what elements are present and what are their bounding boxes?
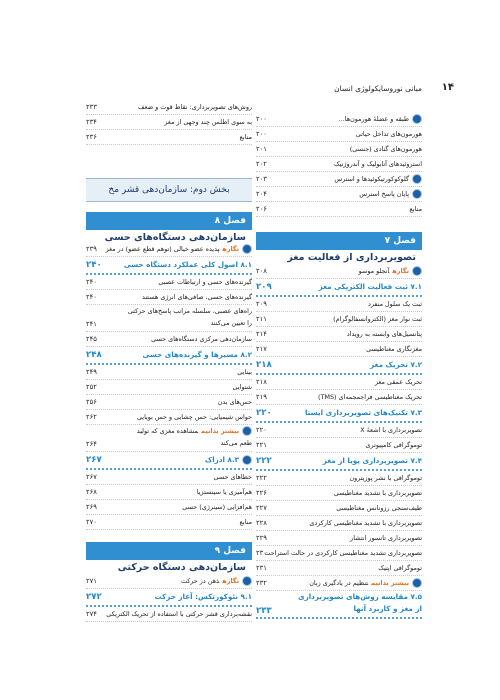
toc-entry[interactable]: [256, 172, 422, 187]
toc-section-entry[interactable]: [256, 591, 422, 619]
toc-entry-text-wrap: [240, 515, 252, 529]
section-badge-icon: [242, 576, 252, 586]
toc-entry-title: ۹.۱ نئوکورتکس: آغاز حرکت: [154, 592, 252, 601]
toc-entry-title: راه‌های عصبی، سلسله مراتب پاسخ‌های حرکتی را تعیین می‌کنند: [127, 307, 252, 327]
toc-entry[interactable]: [86, 365, 252, 380]
chapter-8-title: سازمان‌دهی دستگاه‌های حسی: [104, 232, 246, 243]
toc-section-entry[interactable]: [256, 453, 422, 471]
toc-entry-title: ثبت یک سلول منفرد: [368, 300, 422, 308]
toc-entry-text-wrap: [197, 485, 252, 499]
toc-page-number: ۲۳۶: [86, 133, 97, 141]
toc-entry-text-wrap: [233, 380, 252, 394]
toc-entry-title: ذهن در حرکت: [180, 577, 220, 585]
toc-page-number: ۲۷۴: [86, 610, 97, 618]
toc-entry[interactable]: [256, 501, 422, 516]
toc-page-number: ۲۱۹: [256, 393, 267, 401]
toc-entry-text-wrap: [366, 438, 422, 452]
toc-page-number: ۲۰۶: [256, 205, 267, 213]
toc-entry-text-wrap: [356, 127, 422, 141]
toc-entry[interactable]: [256, 486, 422, 501]
toc-entry-title: ۸.۳ ادراک: [204, 455, 239, 464]
toc-entry-title: به سوی اطلس چند وجهی از مغز: [164, 118, 252, 126]
chapter-9-title: سازمان‌دهی دستگاه حرکتی: [117, 562, 246, 573]
toc-entry-title: ۷.۵ مقایسه روش‌های تصویربرداری از مغز و کاربرد آنها: [297, 592, 422, 613]
toc-page-number: ۲۶۷: [86, 473, 97, 481]
toc-entry-title: آنجلو موسو: [358, 267, 390, 275]
toc-entry[interactable]: [86, 130, 252, 145]
section-badge-icon: [242, 244, 252, 254]
toc-entry[interactable]: [86, 115, 252, 130]
toc-entry-text-wrap: [368, 297, 422, 311]
toc-page-number: ۲۳۱: [256, 564, 267, 572]
toc-section-entry[interactable]: [86, 589, 252, 607]
toc-entry-title: ۷.۱ ثبت فعالیت الکتریکی مغز: [318, 282, 422, 291]
toc-section-entry[interactable]: [256, 405, 422, 423]
toc-entry-title: نقشه‌برداری قشر حرکتی با استفاده از تحریک الکتریکی: [106, 610, 252, 618]
toc-entry-title: هورمون‌های گنادی (جنسی): [349, 145, 422, 153]
toc-page-number: ۲۳۲: [256, 579, 267, 587]
toc-entry-text-wrap: [378, 561, 422, 575]
toc-page-number: ۲۰۲: [256, 160, 267, 168]
toc-entry-text-wrap: [319, 279, 422, 295]
toc-entry-title: ۸.۱ اصول کلی عملکرد دستگاه حسی: [123, 260, 252, 269]
toc-entry-title: توموگرافی کامپیوتری: [365, 441, 422, 449]
toc-page-number: ۲۶۹: [86, 503, 97, 511]
toc-entry-text-wrap: [334, 157, 422, 171]
toc-entry-title: بینایی: [237, 368, 252, 376]
entry-tag: بیشتر بدانیم: [201, 427, 239, 435]
toc-entry[interactable]: [256, 438, 422, 453]
toc-entry-title: توموگرافی اپتیک: [378, 564, 422, 572]
chapter-9-list: [86, 574, 252, 622]
toc-page-number: ۲۴۹: [86, 368, 97, 376]
toc-entry-text-wrap: [142, 347, 252, 363]
toc-entry-title: سازمان‌دهی مرکزی دستگاه‌های حسی: [151, 335, 252, 343]
toc-entry-text-wrap: [349, 471, 422, 485]
toc-page-number: ۲۰۳: [256, 175, 267, 183]
toc-entry[interactable]: [86, 410, 252, 425]
toc-entry-text-wrap: [124, 305, 252, 329]
toc-entry[interactable]: [256, 531, 422, 546]
toc-entry[interactable]: [256, 312, 422, 327]
toc-entry-text-wrap: [323, 453, 422, 469]
toc-entry[interactable]: [86, 515, 252, 530]
toc-page-number: ۲۲۹: [256, 534, 267, 542]
section-badge-icon: [242, 455, 252, 465]
toc-entry-title: ثبت نوار مغز (الکتروانسفالوگرام): [333, 315, 422, 323]
toc-page-number: ۲۲۲: [256, 474, 267, 482]
toc-page-number: ۲۰۸: [256, 267, 267, 275]
toc-entry-title: پتانسیل‌های وابسته به رویداد: [346, 330, 422, 338]
toc-entry[interactable]: [256, 423, 422, 438]
toc-entry[interactable]: [86, 380, 252, 395]
toc-entry-title: منابع: [239, 133, 252, 141]
toc-page-number: ۲۶۸: [86, 488, 97, 496]
section-badge-icon: [412, 189, 422, 199]
toc-entry-title: ۷.۳ تکنیک‌های تصویربرداری ایستا: [304, 408, 422, 417]
entry-tag: بیشتر بدانیم: [371, 579, 409, 587]
toc-entry-text-wrap: [359, 187, 422, 201]
toc-entry-title: مغزنگاری مغناطیسی: [366, 345, 422, 353]
chapter-7-label: فصل ۷: [256, 232, 422, 250]
toc-page-number: ۲۰۹: [256, 282, 272, 292]
toc-page-number: ۲۲۲: [256, 456, 272, 466]
toc-entry-text-wrap: [370, 357, 422, 373]
toc-entry[interactable]: [86, 500, 252, 515]
toc-page-number: ۲۰۴: [256, 190, 267, 198]
toc-entry-text-wrap: [350, 142, 422, 156]
toc-entry-text-wrap: [237, 365, 252, 379]
toc-page-number: ۲۷۰: [86, 518, 97, 526]
toc-page-number: ۲۵۲: [86, 383, 97, 391]
toc-entry-text-wrap: [105, 242, 252, 256]
toc-entry[interactable]: [86, 100, 252, 115]
chapter-7-header: [256, 232, 422, 263]
chapter-7-list: [256, 264, 422, 619]
toc-entry-text-wrap: [350, 531, 422, 545]
toc-entry-text-wrap: [347, 327, 422, 341]
toc-page-number: ۲۰۹: [256, 300, 267, 308]
toc-page-number: ۲۷۱: [86, 577, 97, 585]
toc-entry-title: استروئیدهای آنابولیک و آندروژنیک: [333, 160, 422, 168]
toc-entry-text-wrap: [339, 112, 422, 126]
toc-entry-title: هم‌افزایی (سینرژی) حسی: [182, 503, 252, 511]
toc-page-number: ۲۵۶: [86, 398, 97, 406]
toc-page-number: ۲۶۷: [86, 455, 102, 465]
toc-left-top: [86, 100, 252, 145]
toc-entry[interactable]: [256, 297, 422, 312]
toc-page-number: ۲۷۲: [86, 592, 102, 602]
toc-entry-title: ۷.۴ تصویربرداری پویا از مغز: [322, 456, 422, 465]
toc-entry-text-wrap: [305, 405, 422, 421]
toc-entry-title: روش‌های تصویربرداری: نقاط قوت و ضعف: [138, 103, 252, 111]
toc-entry-text-wrap: [124, 425, 252, 449]
chapter-7-title: تصویربرداری از فعالیت مغز: [287, 252, 416, 263]
toc-entry-title: منابع: [239, 518, 252, 526]
toc-entry-text-wrap: [309, 516, 422, 530]
toc-entry-text-wrap: [375, 375, 422, 389]
toc-entry-text-wrap: [158, 275, 252, 289]
toc-entry-title: گلوکوکورتیکوئیدها و استرس: [334, 175, 409, 183]
toc-page-number: ۲۳۳: [86, 103, 97, 111]
toc-entry-title: حس‌های بدن: [217, 398, 252, 406]
toc-page-number: ۲۶۲: [86, 413, 97, 421]
toc-entry[interactable]: [86, 332, 252, 347]
toc-entry[interactable]: [256, 576, 422, 591]
toc-entry[interactable]: [256, 561, 422, 576]
toc-page-number: ۲۲۰: [256, 426, 267, 434]
toc-section-entry[interactable]: [86, 452, 252, 470]
toc-entry-text-wrap: [318, 390, 422, 404]
toc-entry-text-wrap: [309, 576, 422, 590]
toc-page-number: ۲۰۰: [256, 115, 267, 123]
toc-entry[interactable]: [86, 485, 252, 500]
toc-entry-text-wrap: [359, 264, 422, 278]
entry-tag: نگاره: [222, 245, 239, 253]
toc-page-number: ۲۰۰: [256, 130, 267, 138]
toc-entry-title: گیرنده‌های حسی و ارتباطات عصبی: [158, 278, 252, 286]
toc-entry-text-wrap: [124, 257, 252, 273]
toc-section-entry[interactable]: [256, 357, 422, 375]
entry-tag: نگاره: [222, 577, 239, 585]
toc-entry[interactable]: [256, 127, 422, 142]
toc-entry-text-wrap: [218, 395, 252, 409]
toc-entry[interactable]: [256, 157, 422, 172]
toc-entry-title: تصویربرداری تشدید مغناطیسی کارکردی در حالت استراحت: [264, 549, 422, 557]
toc-entry-text-wrap: [334, 172, 422, 186]
toc-entry-text-wrap: [164, 115, 252, 129]
toc-page-number: ۲۴۰: [86, 293, 97, 301]
toc-page-number: ۲۲۸: [256, 519, 267, 527]
toc-entry[interactable]: [86, 305, 252, 332]
toc-entry[interactable]: [86, 607, 252, 622]
entry-tag: نگاره: [392, 267, 409, 275]
toc-entry[interactable]: [86, 425, 252, 452]
toc-entry-text-wrap: [154, 589, 252, 605]
toc-entry-title: ۷.۲ تحریک مغز: [370, 360, 422, 369]
toc-entry[interactable]: [86, 242, 252, 257]
toc-entry-text-wrap: [151, 332, 252, 346]
toc-entry-title: تحریک عمقی مغز: [374, 378, 422, 386]
toc-entry-text-wrap: [240, 130, 252, 144]
toc-page-number: ۲۴۱: [86, 320, 97, 328]
toc-entry-text-wrap: [137, 410, 252, 424]
toc-page-number: ۲۳۹: [86, 245, 97, 253]
chapter-8-list: [86, 242, 252, 530]
toc-entry[interactable]: [86, 275, 252, 290]
toc-page-number: ۲۲۷: [256, 504, 267, 512]
toc-entry[interactable]: [86, 395, 252, 410]
toc-entry[interactable]: [256, 187, 422, 202]
toc-entry-text-wrap: [336, 501, 422, 515]
toc-page-number: ۲۶۴: [86, 440, 97, 448]
toc-page-number: ۲۳۰: [256, 549, 267, 557]
toc-page-number: ۲۲۱: [256, 441, 267, 449]
toc-entry-text-wrap: [333, 312, 422, 326]
toc-entry-title: پایان پاسخ استرس: [359, 190, 409, 198]
section-badge-icon: [412, 174, 422, 184]
book-title: مبانی نوروسایکولوژی انسان: [334, 84, 422, 93]
toc-entry[interactable]: [256, 142, 422, 157]
running-header: [268, 82, 454, 93]
chapter-9-header: [86, 542, 252, 573]
part-2-banner: [86, 178, 252, 202]
toc-page-number: ۲۴۵: [86, 335, 97, 343]
toc-entry-text-wrap: [138, 100, 252, 114]
toc-entry-text-wrap: [360, 423, 422, 437]
toc-entry[interactable]: [256, 390, 422, 405]
toc-entry-text-wrap: [334, 486, 422, 500]
toc-entry[interactable]: [256, 112, 422, 127]
toc-entry-text-wrap: [410, 202, 422, 216]
toc-entry-title: تنظیم در یادگیری زبان: [309, 579, 369, 587]
chapter-8-header: [86, 212, 252, 243]
chapter-9-label: فصل ۹: [86, 542, 252, 560]
toc-entry-title: تحریک مغناطیسی فراجمجمه‌ای (TMS): [318, 393, 422, 401]
toc-entry-title: تصویربرداری با اشعهٔ X: [360, 426, 422, 434]
toc-page-number: ۲۱۴: [256, 330, 267, 338]
toc-entry[interactable]: [256, 342, 422, 357]
toc-entry-title: هم‌آمیزی یا سینستزیا: [196, 488, 252, 496]
toc-entry-title: شنوایی: [232, 383, 252, 391]
toc-entry-text-wrap: [214, 470, 252, 484]
page-number: ۱۴: [441, 82, 454, 93]
toc-entry-text-wrap: [205, 452, 252, 468]
toc-entry-title: پدیده عضو خیالی (توهم قطع عضو) در مغز: [105, 245, 220, 253]
toc-entry-title: گیرنده‌های حسی، صافی‌های انرژی هستند: [142, 293, 252, 301]
toc-entry-title: هورمون‌های تداخل حیاتی: [355, 130, 422, 138]
toc-entry-title: مشاهده مغزی که تولید طعم می‌کند: [136, 427, 252, 447]
toc-entry-title: تصویربرداری با تشدید مغناطیسی: [333, 489, 422, 497]
toc-page-number: ۲۴۸: [86, 350, 102, 360]
toc-page-number: ۲۱۱: [256, 315, 267, 323]
toc-page-number: ۲۴۰: [86, 260, 102, 270]
toc-page-number: ۲۱۷: [256, 345, 267, 353]
toc-section-entry[interactable]: [86, 347, 252, 365]
toc-entry-title: ۸.۲ مسیرها و گیرنده‌های حسی: [142, 350, 252, 359]
toc-entry-title: طبقه و عضلهٔ هورمون‌ها...: [338, 115, 409, 123]
toc-entry-title: منابع: [409, 205, 422, 213]
toc-entry-title: تصویربرداری تانسور انتشار: [350, 534, 422, 542]
section-badge-icon: [242, 426, 252, 436]
toc-entry-text-wrap: [142, 290, 252, 304]
toc-entry-title: توموگرافی با نشر پوزیترون: [349, 474, 422, 482]
toc-page-number: ۲۳۴: [86, 118, 97, 126]
toc-entry-text-wrap: [366, 342, 422, 356]
toc-entry[interactable]: [256, 375, 422, 390]
toc-page-number: ۲۱۸: [256, 378, 267, 386]
toc-entry[interactable]: [256, 202, 422, 217]
toc-entry-text-wrap: [182, 500, 252, 514]
part-2-title: بخش دوم: سازمان‌دهی قشر مخ: [108, 185, 230, 195]
section-badge-icon: [412, 578, 422, 588]
toc-entry-title: حواس شیمیایی: حس چشایی و حس بویایی: [136, 413, 252, 421]
toc-entry[interactable]: [256, 327, 422, 342]
toc-right-top: [256, 112, 422, 217]
toc-entry-text-wrap: [264, 546, 422, 560]
toc-section-entry[interactable]: [86, 257, 252, 275]
section-badge-icon: [412, 266, 422, 276]
toc-entry[interactable]: [256, 264, 422, 279]
toc-entry-text-wrap: [294, 591, 422, 615]
toc-page-number: ۲۰۱: [256, 145, 267, 153]
toc-page-number: ۲۱۸: [256, 360, 272, 370]
toc-entry[interactable]: [86, 470, 252, 485]
toc-entry-text-wrap: [181, 574, 252, 588]
section-badge-icon: [412, 114, 422, 124]
toc-entry-title: خطاهای حسی: [213, 473, 252, 481]
chapter-8-label: فصل ۸: [86, 212, 252, 230]
toc-entry-title: طیف‌سنجی رزونانس مغناطیسی: [336, 504, 422, 512]
toc-page-number: ۲۳۳: [256, 606, 272, 616]
toc-section-entry[interactable]: [256, 279, 422, 297]
toc-entry[interactable]: [256, 516, 422, 531]
toc-entry[interactable]: [256, 546, 422, 561]
toc-page-number: ۲۲۶: [256, 489, 267, 497]
toc-page-number: ۲۴۰: [86, 278, 97, 286]
toc-entry[interactable]: [256, 471, 422, 486]
toc-page-number: ۲۲۰: [256, 408, 272, 418]
toc-entry-text-wrap: [106, 607, 252, 621]
toc-entry[interactable]: [86, 290, 252, 305]
toc-entry-title: تصویربرداری با تشدید مغناطیسی کارکردی: [309, 519, 422, 527]
toc-entry[interactable]: [86, 574, 252, 589]
